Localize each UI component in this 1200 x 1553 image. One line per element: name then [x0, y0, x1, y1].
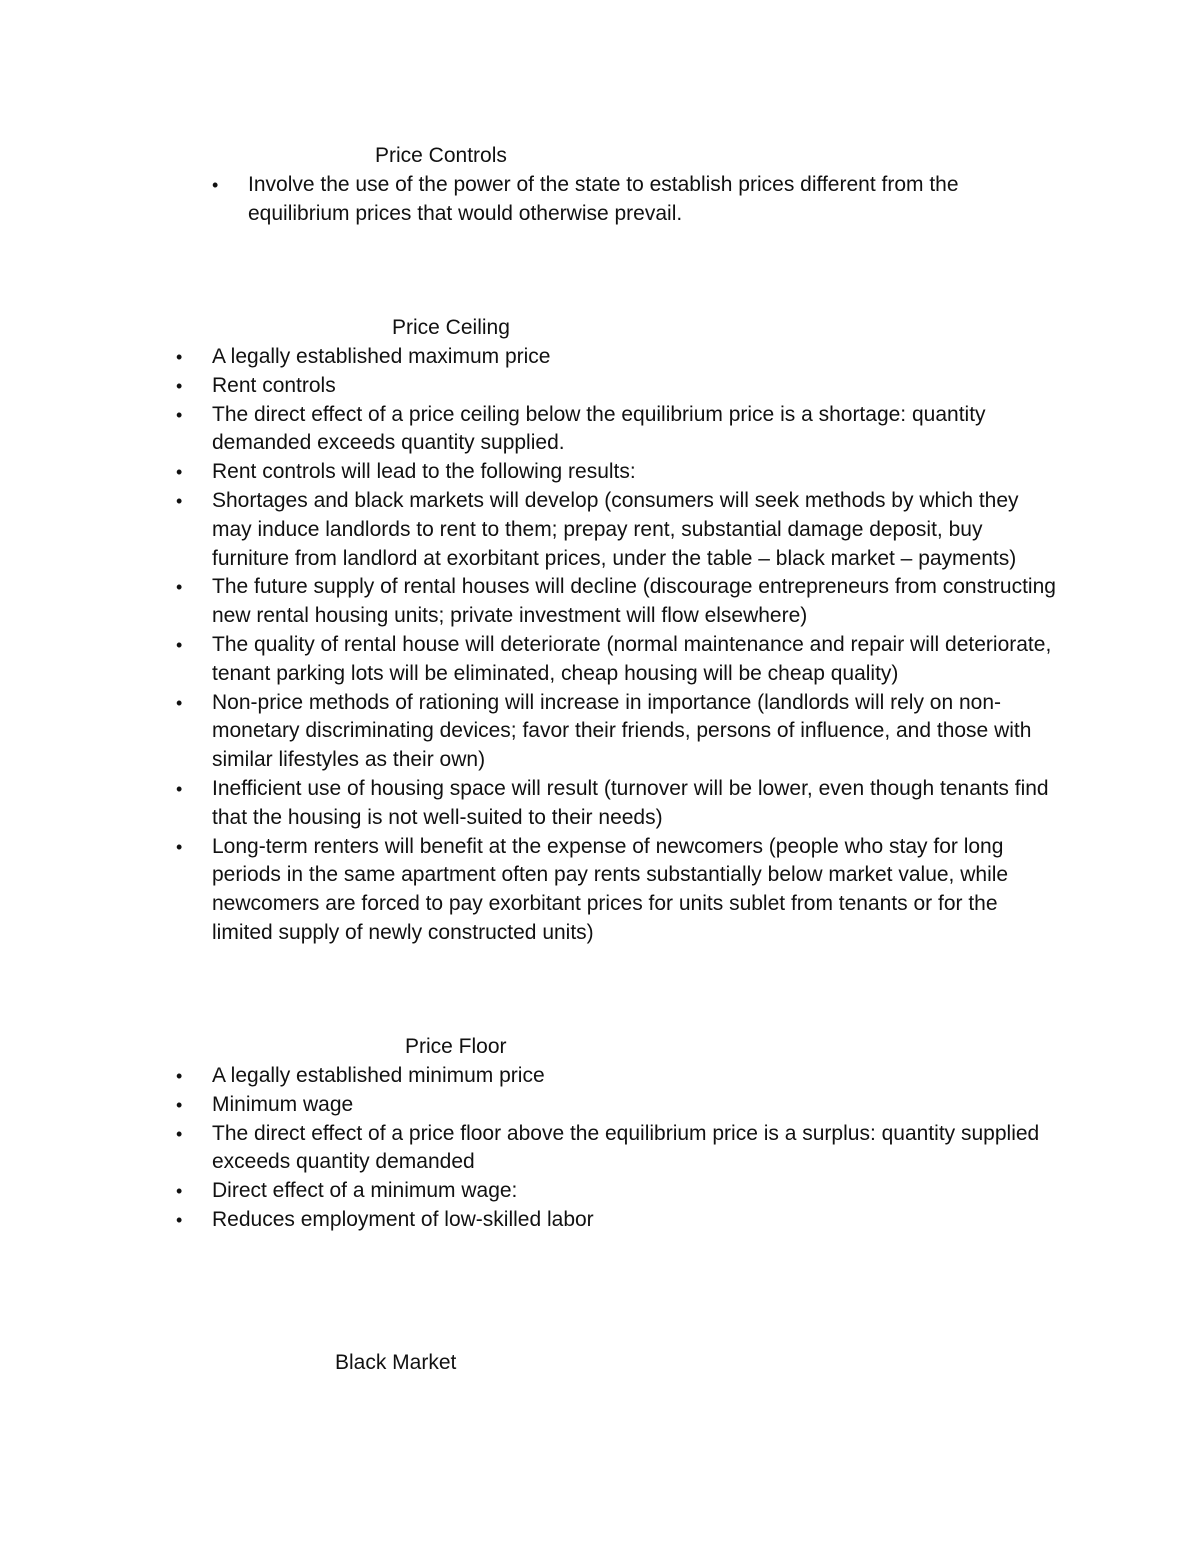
- list-item: [176, 487, 1056, 573]
- bullet-glyph: •: [176, 404, 183, 425]
- list-item-text: The quality of rental house will deteriorate (normal maintenance and repair will deteriorate, tenant parking lots will be eliminated, cheap housing will be cheap quality): [212, 632, 1052, 685]
- list-item-text: Involve the use of the power of the state to establish prices different from the equilibrium prices that would otherwise prevail.: [248, 173, 959, 225]
- list-item: [176, 1206, 1056, 1235]
- list-item-text: The direct effect of a price floor above the equilibrium price is a surplus: quantity supplied exceeds quantity demanded: [212, 1121, 1040, 1174]
- list-item: [176, 1177, 1056, 1206]
- bullet-glyph: •: [212, 175, 219, 195]
- list-item-text: Minimum wage: [212, 1092, 354, 1116]
- list-item-text: A legally established minimum price: [212, 1064, 545, 1087]
- list-price-ceiling: [176, 343, 1056, 948]
- list-item: [176, 372, 1056, 401]
- list-item-text: Non-price methods of rationing will increase in importance (landlords will rely on non-monetary discriminating devices; favor their friends, persons of influence, and those with similar lifestyles as their own): [212, 690, 1032, 772]
- bullet-glyph: •: [176, 692, 183, 713]
- list-item-text: The direct effect of a price ceiling below the equilibrium price is a shortage: quantity demanded exceeds quantity supplied.: [212, 402, 986, 455]
- heading-black-market: Black Market: [335, 1351, 457, 1374]
- heading-price-ceiling: Price Ceiling: [392, 316, 510, 339]
- list-item: [176, 343, 1056, 372]
- list-item: [176, 833, 1056, 948]
- list-item: [176, 775, 1056, 833]
- list-item-text: Rent controls: [212, 373, 336, 397]
- list-price-floor: [176, 1062, 1056, 1235]
- list-item-text: Rent controls will lead to the following results:: [212, 460, 636, 484]
- bullet-glyph: •: [176, 490, 183, 511]
- bullet-glyph: •: [176, 1094, 183, 1115]
- bullet-glyph: •: [176, 375, 183, 396]
- heading-price-floor: Price Floor: [405, 1035, 507, 1058]
- list-item: [176, 573, 1056, 631]
- bullet-glyph: •: [176, 347, 183, 367]
- list-item: [176, 401, 1056, 459]
- list-item-text: Direct effect of a minimum wage:: [212, 1179, 518, 1203]
- list-item: [176, 689, 1056, 775]
- bullet-glyph: •: [176, 577, 183, 598]
- bullet-glyph: •: [176, 462, 183, 483]
- list-item: [176, 1120, 1056, 1178]
- list-item-text: Long-term renters will benefit at the expense of newcomers (people who stay for long periods in the same apartment often pay rents substantially below market value, while newcomers are forced to pay exorbitant prices for units sublet from tenants or for the limited supply of newly constructed units): [212, 834, 1009, 944]
- list-item-text: Reduces employment of low-skilled labor: [212, 1207, 594, 1231]
- bullet-glyph: •: [176, 634, 183, 655]
- bullet-glyph: •: [176, 1123, 183, 1144]
- list-item: [212, 171, 1042, 229]
- list-item-text: Inefficient use of housing space will result (turnover will be lower, even though tenants find that the housing is not well-suited to their needs): [212, 776, 1049, 829]
- list-item: [176, 631, 1056, 689]
- heading-price-controls: Price Controls: [375, 144, 507, 167]
- bullet-glyph: •: [176, 1209, 183, 1230]
- list-item: [176, 1091, 1056, 1120]
- bullet-glyph: •: [176, 836, 183, 857]
- list-item-text: A legally established maximum price: [212, 345, 551, 368]
- list-item: [176, 458, 1056, 487]
- bullet-glyph: •: [176, 1181, 183, 1202]
- list-item-text: The future supply of rental houses will decline (discourage entrepreneurs from constructing new rental housing units; private investment will flow elsewhere): [212, 575, 1056, 628]
- list-price-controls: [212, 171, 1042, 229]
- list-item-text: Shortages and black markets will develop (consumers will seek methods by which they may induce landlords to rent to them; prepay rent, substantial damage deposit, buy furniture from landlord at exorbitant prices, under the table – black market – payments): [212, 488, 1019, 570]
- bullet-glyph: •: [176, 1066, 183, 1086]
- list-item: [176, 1062, 1056, 1091]
- bullet-glyph: •: [176, 778, 183, 799]
